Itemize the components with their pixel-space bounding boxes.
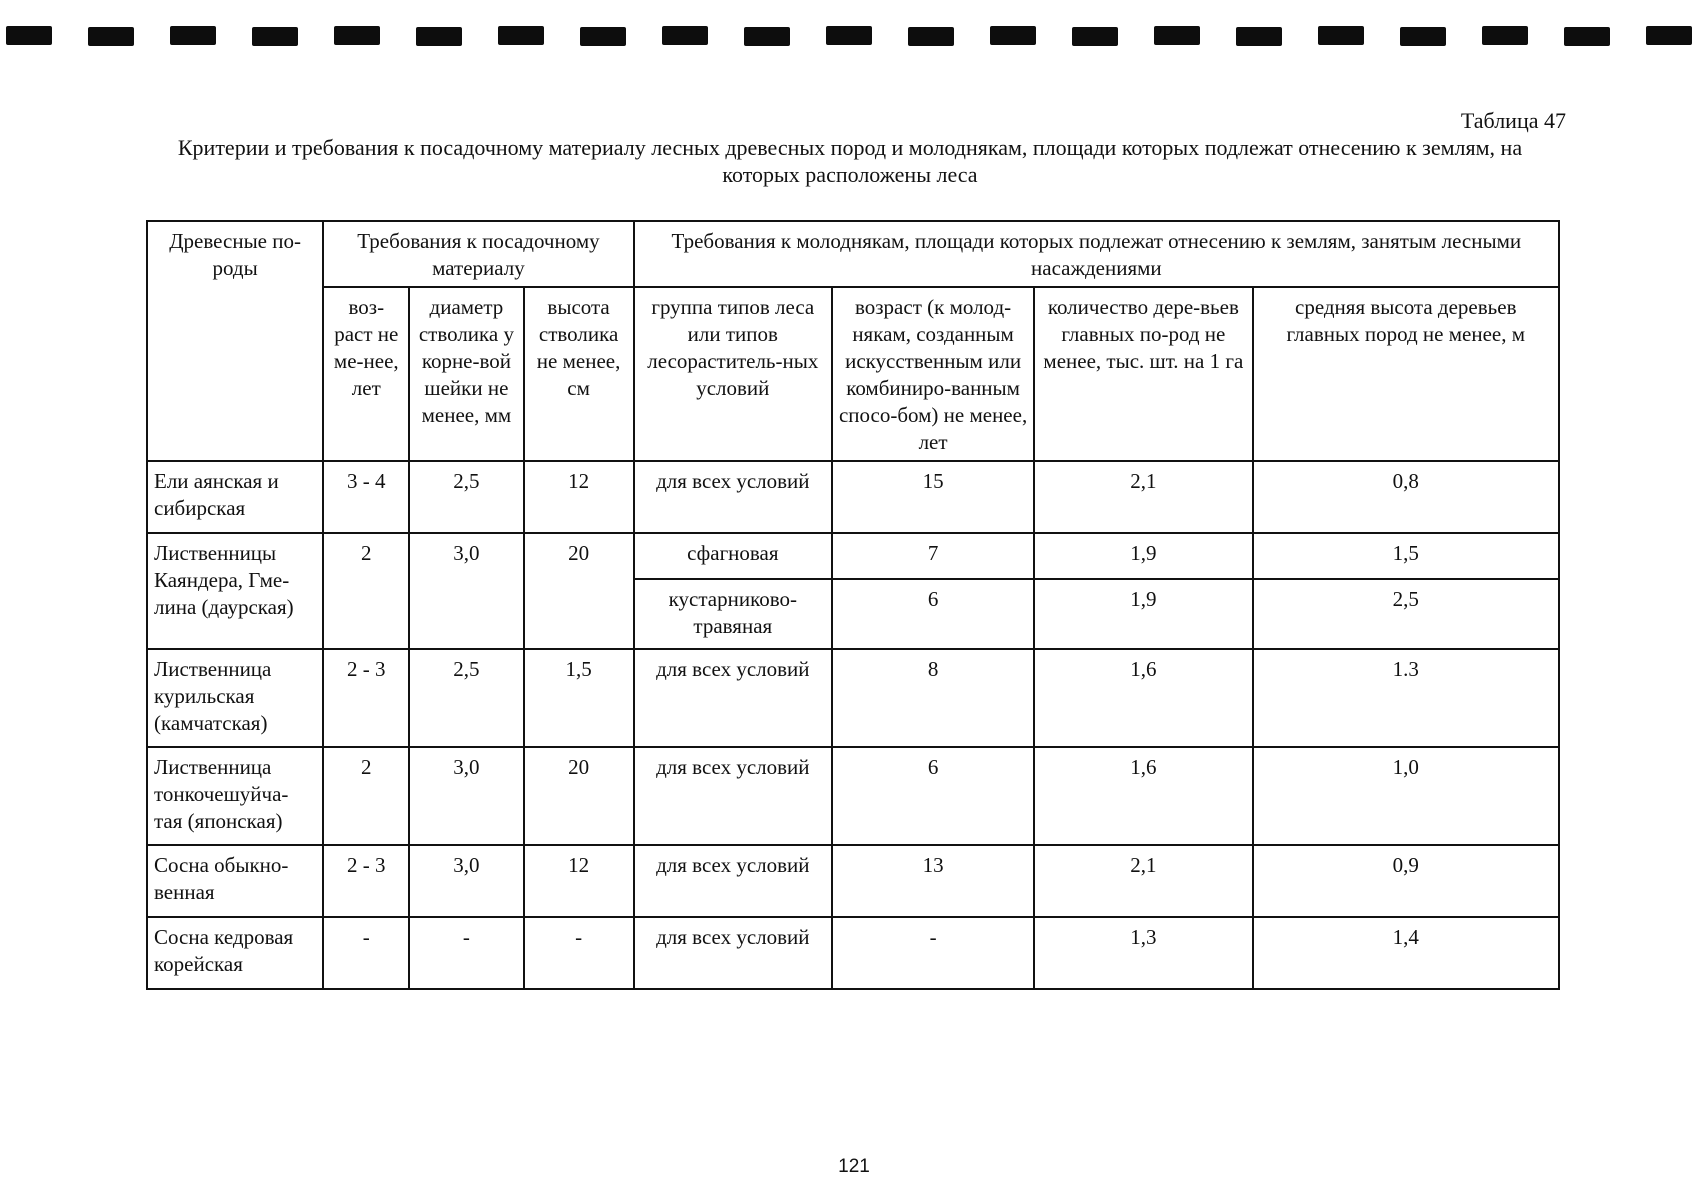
perforation-dash — [252, 27, 298, 46]
header-row-columns — [147, 287, 1559, 461]
perforation-dash — [1072, 27, 1118, 46]
cell-forest-type: для всех условий — [634, 747, 832, 845]
perforation-dash — [580, 27, 626, 46]
perforation-strip — [6, 26, 1706, 48]
perforation-dash — [6, 26, 52, 45]
cell-tree-count: 2,1 — [1034, 845, 1252, 917]
cell-height: 12 — [524, 845, 634, 917]
header-diameter: диаметр стволика у корне-вой шейки не менее, мм — [409, 287, 523, 461]
header-species: Древесные по-роды — [147, 221, 323, 461]
cell-species: Сосна обыкно-венная — [147, 845, 323, 917]
perforation-dash — [1400, 27, 1446, 46]
requirements-table — [146, 220, 1560, 990]
cell-young-age: - — [832, 917, 1034, 989]
table-row — [147, 845, 1559, 917]
cell-age: 2 - 3 — [323, 845, 409, 917]
cell-young-age: 13 — [832, 845, 1034, 917]
cell-species: Лиственница курильская (камчатская) — [147, 649, 323, 747]
cell-age: 3 - 4 — [323, 461, 409, 533]
cell-avg-height: 1,5 — [1253, 533, 1560, 579]
perforation-dash — [826, 26, 872, 45]
cell-avg-height: 1,4 — [1253, 917, 1560, 989]
header-tree-count: количество дере-вьев главных по-род не менее, тыс. шт. на 1 га — [1034, 287, 1252, 461]
cell-tree-count: 1,6 — [1034, 747, 1252, 845]
cell-tree-count: 1,9 — [1034, 579, 1252, 649]
cell-avg-height: 1,0 — [1253, 747, 1560, 845]
perforation-dash — [416, 27, 462, 46]
cell-diameter: 3,0 — [409, 845, 523, 917]
perforation-dash — [1236, 27, 1282, 46]
perforation-dash — [990, 26, 1036, 45]
cell-species: Лиственница тонкочешуйча-тая (японская) — [147, 747, 323, 845]
cell-height: 12 — [524, 461, 634, 533]
cell-species: Ели аянская и сибирская — [147, 461, 323, 533]
perforation-dash — [1646, 26, 1692, 45]
perforation-dash — [1564, 27, 1610, 46]
cell-diameter: 2,5 — [409, 461, 523, 533]
perforation-dash — [908, 27, 954, 46]
cell-young-age: 15 — [832, 461, 1034, 533]
cell-age: 2 — [323, 747, 409, 845]
cell-tree-count: 1,9 — [1034, 533, 1252, 579]
cell-forest-type: сфагновая — [634, 533, 832, 579]
cell-young-age: 8 — [832, 649, 1034, 747]
perforation-dash — [1482, 26, 1528, 45]
perforation-dash — [744, 27, 790, 46]
cell-tree-count: 1,3 — [1034, 917, 1252, 989]
header-age: воз-раст не ме-нее, лет — [323, 287, 409, 461]
header-forest-type: группа типов леса или типов лесораститель-ных условий — [634, 287, 832, 461]
perforation-dash — [334, 26, 380, 45]
cell-forest-type: для всех условий — [634, 461, 832, 533]
cell-diameter: 3,0 — [409, 533, 523, 649]
header-young-stands: Требования к молоднякам, площади которых подлежат отнесению к землям, занятым лесными насаждениями — [634, 221, 1559, 287]
perforation-dash — [1154, 26, 1200, 45]
perforation-dash — [498, 26, 544, 45]
header-avg-height: средняя высота деревьев главных пород не менее, м — [1253, 287, 1560, 461]
cell-avg-height: 0,8 — [1253, 461, 1560, 533]
perforation-dash — [170, 26, 216, 45]
cell-age: 2 — [323, 533, 409, 649]
cell-forest-type: для всех условий — [634, 649, 832, 747]
cell-forest-type: кустарниково-травяная — [634, 579, 832, 649]
table-row — [147, 461, 1559, 533]
page-number: 121 — [838, 1156, 870, 1177]
cell-avg-height: 2,5 — [1253, 579, 1560, 649]
cell-age: 2 - 3 — [323, 649, 409, 747]
header-height: высота стволика не менее, см — [524, 287, 634, 461]
table-row — [147, 533, 1559, 579]
cell-young-age: 6 — [832, 747, 1034, 845]
cell-species: Сосна кедровая корейская — [147, 917, 323, 989]
perforation-dash — [662, 26, 708, 45]
cell-height: - — [524, 917, 634, 989]
cell-species: Лиственницы Каяндера, Гме-лина (даурская) — [147, 533, 323, 649]
header-row-group — [147, 221, 1559, 287]
cell-young-age: 6 — [832, 579, 1034, 649]
cell-forest-type: для всех условий — [634, 917, 832, 989]
cell-age: - — [323, 917, 409, 989]
header-young-age: возраст (к молод-някам, созданным искусственным или комбиниро-ванным спосо-бом) не менее, лет — [832, 287, 1034, 461]
cell-diameter: 3,0 — [409, 747, 523, 845]
table-row — [147, 917, 1559, 989]
table-row — [147, 649, 1559, 747]
table-caption: Таблица 47 — [1460, 108, 1566, 133]
cell-diameter: 2,5 — [409, 649, 523, 747]
cell-avg-height: 0,9 — [1253, 845, 1560, 917]
cell-diameter: - — [409, 917, 523, 989]
cell-height: 20 — [524, 533, 634, 649]
cell-tree-count: 1,6 — [1034, 649, 1252, 747]
cell-tree-count: 2,1 — [1034, 461, 1252, 533]
cell-forest-type: для всех условий — [634, 845, 832, 917]
cell-height: 20 — [524, 747, 634, 845]
perforation-dash — [88, 27, 134, 46]
header-planting-material: Требования к посадочному материалу — [323, 221, 633, 287]
cell-avg-height: 1.3 — [1253, 649, 1560, 747]
perforation-dash — [1318, 26, 1364, 45]
table-row — [147, 747, 1559, 845]
cell-height: 1,5 — [524, 649, 634, 747]
cell-young-age: 7 — [832, 533, 1034, 579]
table-title: Критерии и требования к посадочному материалу лесных древесных пород и молоднякам, площади которых подлежат отнесению к землям, на которых расположены леса — [177, 135, 1523, 187]
